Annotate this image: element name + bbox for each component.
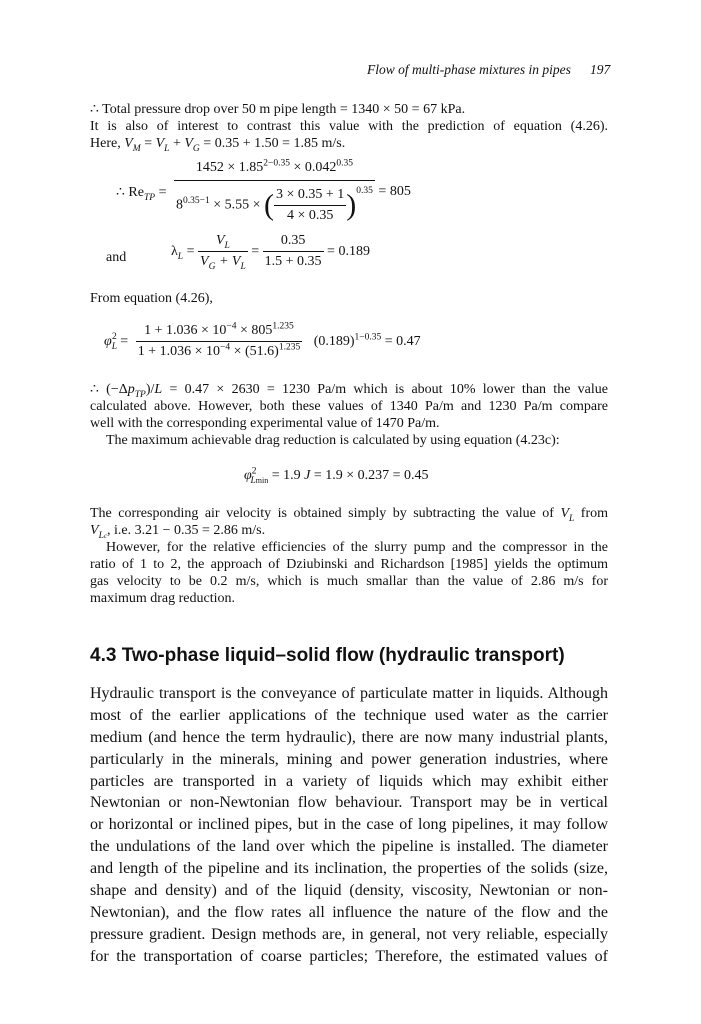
para2-line-4: The maximum achievable drag reduction is calculated by using equation (4.23c): [106, 433, 560, 448]
phi-numerator: $1 + 1.036 \times 10^{-4} \times 805^{1.235}$ [136, 323, 303, 342]
equation-lambda: $\lambda_L$ = $\frac{V_L}{V_G + V_L}$ = $\frac{0.35}{1.5 + 0.35}$ = 0.189 [171, 233, 370, 272]
body-line: Newtonian or non-Newtonian flow behaviour. Transport may be in vertical [90, 794, 608, 812]
phi-factor: $(0.189)^{1-0.35}$ [313, 331, 382, 349]
lambda-frac1-den: $V_G + V_L$ [200, 254, 246, 272]
para3-line-5: gas velocity to be 0.2 m/s, which is much smallar than the value of 2.86 m/s for [90, 574, 608, 589]
running-title: Flow of multi-phase mixtures in pipes [367, 62, 571, 77]
para3-line-6: maximum drag reduction. [90, 591, 236, 606]
intro-line-1: ∴ Total pressure drop over 50 m pipe length = 1340 × 50 = 67 kPa. [90, 102, 466, 117]
phi-denominator: $1 + 1.036 \times 10^{-4} \times (51.6)^{1.235}$ [137, 342, 301, 359]
para2-line-2: calculated above. However, both these values of 1340 Pa/m and 1230 Pa/m compare [90, 399, 608, 414]
intro-line-3: Here, $V_M = V_L + V_G = 0.35 + 1.50 = 1.85$ m/s. [90, 136, 346, 154]
body-line: shape and density) and of the liquid (density, viscosity, Newtonian or non- [90, 882, 608, 900]
body-line: Newtonian), and the flow rates all influence the nature of the flow and the [90, 903, 608, 921]
re-fraction [174, 160, 375, 224]
body-line: medium (and hence the term hydraulic), there are now many industrial plants, [90, 728, 608, 746]
body-line: particles are transported in a variety of liquids which may exhibit either [90, 772, 608, 790]
and-label: and [106, 250, 127, 265]
body-line: the undulations of the land over which the pipeline is installed. The diameter [90, 838, 608, 856]
body-line: and length of the pipeline and its inclination, the properties of the solids (size, [90, 860, 608, 878]
lambda-fraction-1 [198, 233, 248, 270]
para2-line-3: well with the corresponding experimental value of 1470 Pa/m. [90, 416, 440, 431]
lambda-frac1-num: $V_L$ [198, 233, 248, 252]
body-line: particularly in the minerals, mining and power generation industries, where [90, 750, 608, 768]
paragraph-drag [90, 381, 608, 449]
lambda-result: = 0.189 [327, 243, 370, 259]
re-numerator: $1452 \times 1.85^{2-0.35} \times 0.042^{0.35}$ [174, 160, 375, 181]
page-number: 197 [590, 62, 611, 77]
section-heading: 4.3 Two-phase liquid–solid flow (hydraulic transport) [90, 645, 565, 666]
para3-line-4: ratio of 1 to 2, the approach of Dziubinski and Richardson [1985] yields the optimum [90, 557, 608, 572]
body-line: or horizontal or inclined pipes, but in the case of long pipelines, it may follow [90, 816, 608, 834]
body-line: most of the earlier applications of the technique used water as the carrier [90, 706, 608, 724]
body-line: for the transportation of coarse particles; Therefore, the estimated values of [90, 947, 608, 965]
section-body [90, 683, 608, 968]
lambda-frac2-den: 1.5 + 0.35 [264, 254, 322, 269]
equation-re-tp [116, 160, 411, 224]
re-lhs: ∴ $Re_{TP}$ = [116, 184, 167, 203]
phi-fraction [136, 323, 303, 360]
lambda-fraction-2 [263, 233, 324, 270]
re-denominator: $8^{0.35-1} \times 5.55$ × ( $\frac{3 \times 0.35 + 1}{4 \times 0.35}$ )$^{0.35}$ [175, 186, 373, 223]
lambda-lhs: $\lambda_L$ = [171, 243, 195, 262]
re-result: = 805 [378, 184, 411, 199]
equation-phi [104, 323, 421, 360]
para3-line-1: The corresponding air velocity is obtained simply by subtracting the value of $V_L$ from [90, 506, 609, 524]
paragraph-air-velocity [90, 505, 608, 607]
para3-line-2: $V_{Lc}$, i.e. 3.21 − 0.35 = 2.86 m/s. [90, 523, 266, 541]
phi-result: = 0.47 [384, 333, 421, 349]
intro-line-2: It is also of interest to contrast this value with the prediction of equation (4.26). [90, 119, 608, 134]
body-line: pressure gradient. Design methods are, in general, not very reliable, especially [90, 925, 608, 943]
para3-line-3: However, for the relative efficiencies of the slurry pump and the compressor in the [106, 540, 608, 555]
lambda-frac2-num: 0.35 [263, 233, 324, 252]
equation-phi-min: $\varphi^2_{Lmin} = 1.9$ J = 1.9 × 0.237 = 0.45 [244, 466, 429, 486]
phi-lhs: $\varphi_L^2$ = [104, 331, 129, 352]
para2-line-1: ∴ $(-\Delta p_{TP})/L = 0.47 \times 2630 = 1230$ Pa/m which is about 10% lower than the value [90, 382, 609, 400]
intro-block [90, 101, 608, 152]
body-line: Hydraulic transport is the conveyance of particulate matter in liquids. Although [90, 685, 608, 702]
from-equation-text: From equation (4.26), [90, 291, 213, 306]
